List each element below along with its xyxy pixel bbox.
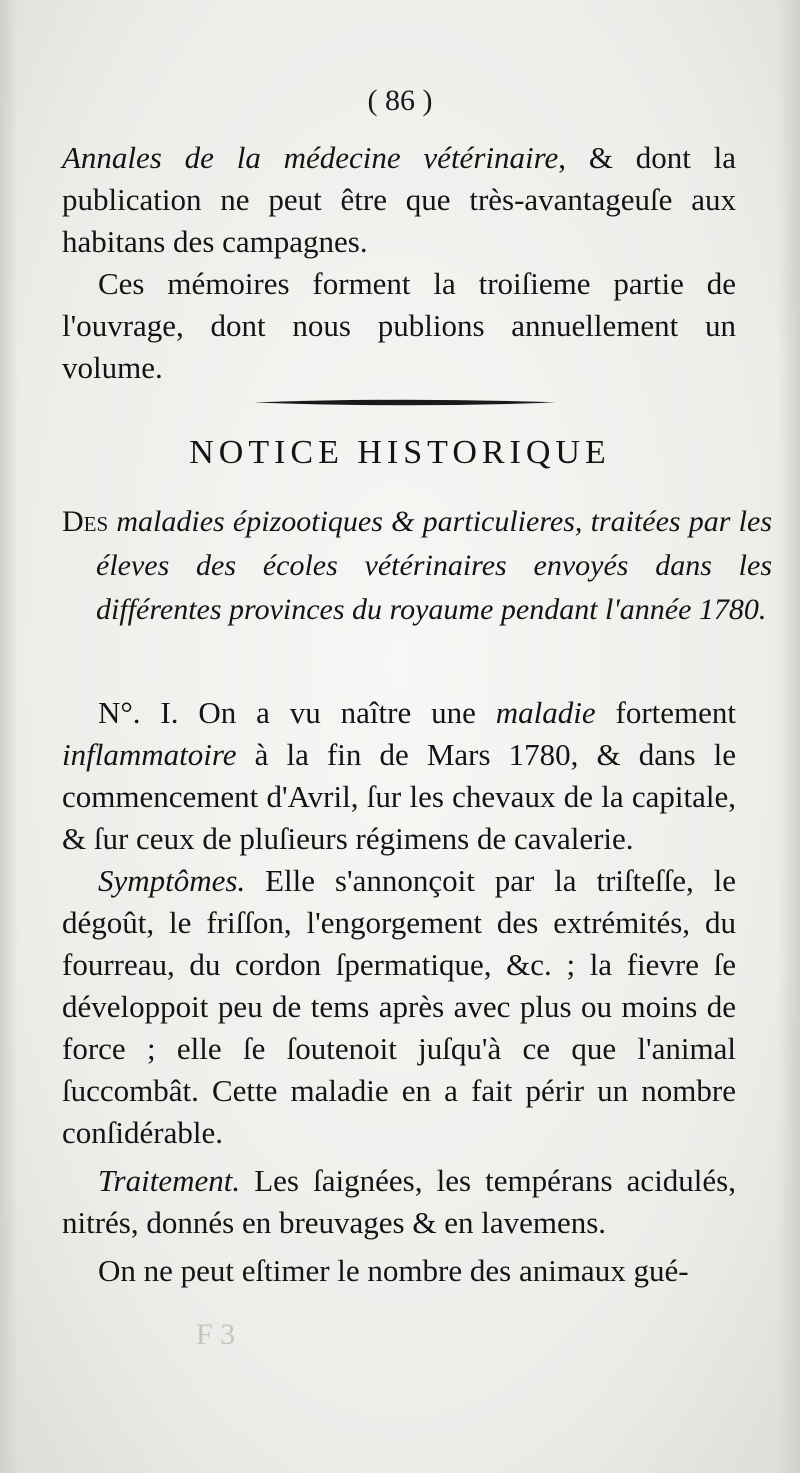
treatment-text: Les ſaignées, les tempérans acidulés, nitrés, donnés en breuvages & en lavemens. bbox=[62, 1163, 736, 1240]
section-label: N°. I. bbox=[98, 695, 179, 730]
intro-second-paragraph: Ces mémoires forment la troiſieme partie de l'ouvrage, dont nous publions annuellement un volume. bbox=[62, 266, 736, 385]
section-one-block bbox=[62, 692, 736, 1292]
notice-heading: NOTICE HISTORIQUE bbox=[189, 434, 611, 471]
section-text-a: On a vu naître une bbox=[198, 695, 476, 730]
symptoms-label: Symptômes. bbox=[98, 863, 246, 898]
subtitle-first-word: Des bbox=[62, 505, 109, 538]
symptoms-paragraph bbox=[62, 860, 736, 1154]
intro-block bbox=[62, 137, 736, 389]
journal-title: Annales de la médecine vétérinaire bbox=[62, 140, 559, 175]
section-text-b: fortement bbox=[615, 695, 737, 730]
intro-paragraph bbox=[62, 137, 736, 263]
page-number: ( 86 ) bbox=[367, 84, 433, 117]
page-right-shadow bbox=[778, 0, 800, 1473]
page-left-shadow bbox=[0, 0, 18, 1473]
section-italic-inflammatoire: inflammatoire bbox=[62, 737, 237, 772]
final-line: On ne peut eſtimer le nombre des animaux gué- bbox=[98, 1253, 689, 1288]
subtitle-text: maladies épizootiques & particulieres, traitées par les éleves des écoles vétérinaires envoyés dans les différentes provinces du royaume pendant l'année 1780. bbox=[96, 505, 773, 626]
section-italic-maladie: maladie bbox=[495, 695, 596, 730]
section-text-c: à la fin de Mars 1780, & dans le commencement d'Avril, ſur les chevaux de la capitale, & ſur ceux de pluſieurs régimens de cavalerie. bbox=[62, 737, 736, 856]
ornamental-rule bbox=[254, 398, 556, 407]
treatment-paragraph bbox=[62, 1160, 736, 1244]
symptoms-text: Elle s'annonçoit par la triſteſſe, le dégoût, le friſſon, l'engorgement des extrémités, du fourreau, du cordon ſpermatique, &c. ; la fievre ſe développoit peu de tems après avec plus ou moins de force ; elle ſe ſoutenoit juſqu'à ce que l'animal ſuccombât. Cette maladie en a fait périr un nombre conſidérable. bbox=[62, 863, 736, 1150]
intro-text: , & dont la publication ne peut être que très-avantageuſe aux habitans des campagnes. bbox=[62, 140, 736, 259]
signature-mark: F 3 bbox=[196, 1318, 236, 1351]
section-one-paragraph bbox=[62, 692, 736, 860]
notice-subtitle bbox=[62, 500, 772, 632]
treatment-label: Traitement. bbox=[98, 1163, 241, 1198]
